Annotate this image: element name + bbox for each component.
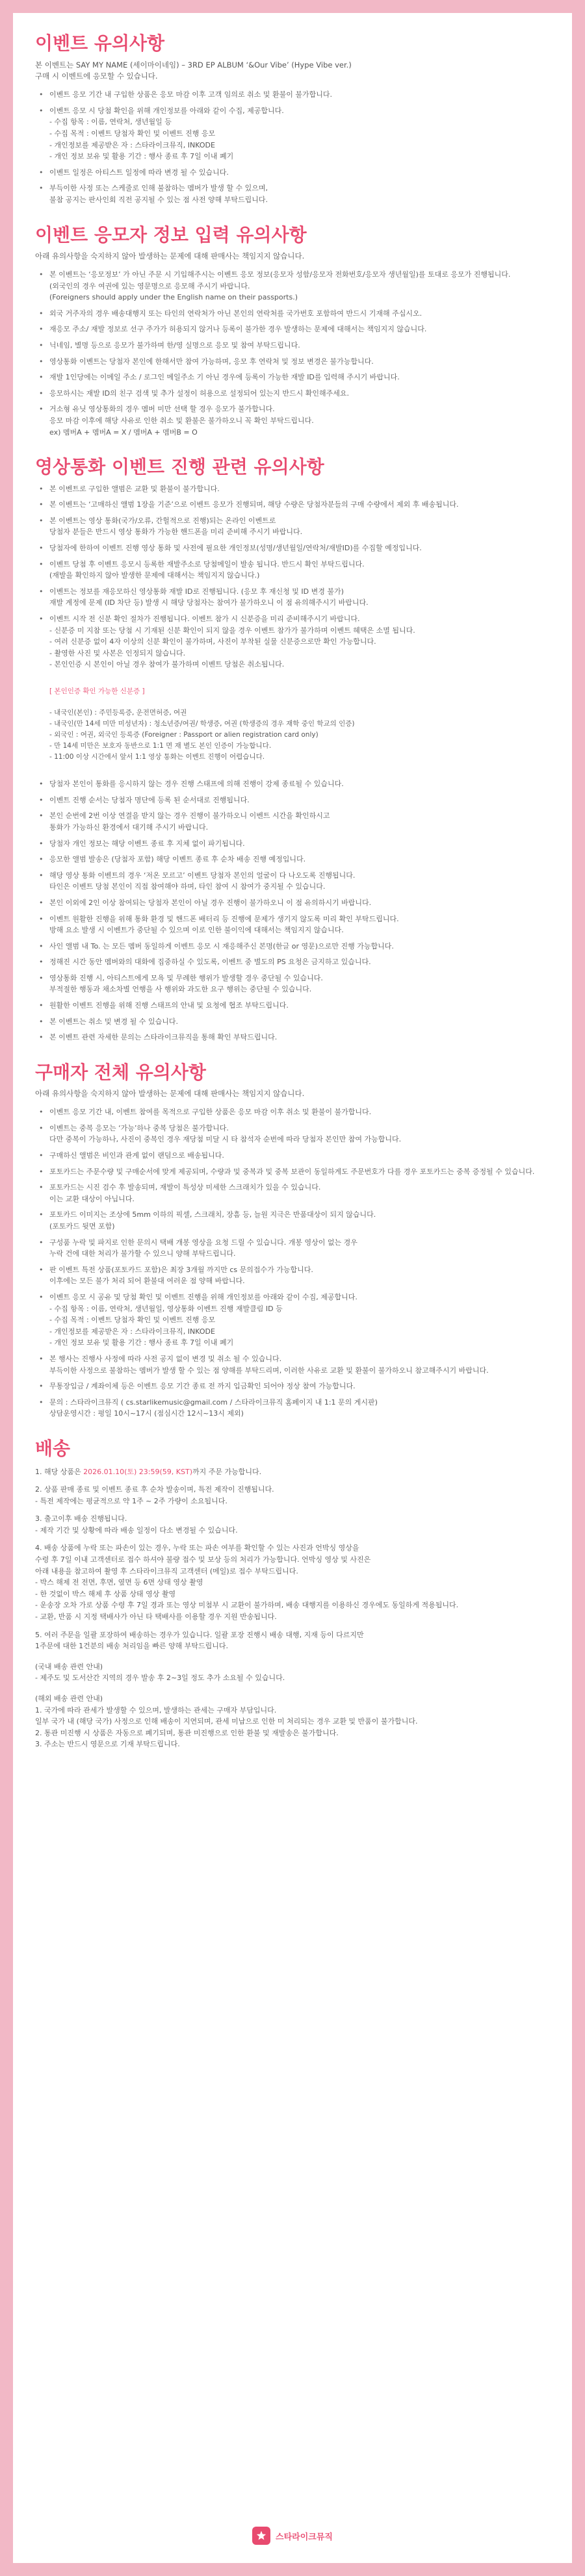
shipping-item <box>35 1466 550 1478</box>
event-notice-section <box>35 32 550 206</box>
list-item: • 무통장입금 / 계좌이체 등은 이벤트 응모 기간 종료 전 까지 입금확인 되어야 정상 참여 가능합니다. <box>35 1381 550 1392</box>
section-title: 영상통화 이벤트 진행 관련 유의사항 <box>35 456 324 478</box>
list-item: • 본인 순번에 2번 이상 연결을 받지 않는 경우 진행이 불가하오니 이벤트 시간을 확인하시고 통화가 가능하신 환경에서 대기해 주시기 바랍니다. <box>35 810 550 833</box>
notice-list <box>35 89 550 205</box>
list-item: • 구매하신 앨범은 비인과 관계 없이 랜덤으로 배송됩니다. <box>35 1150 550 1162</box>
list-item: • 본인 이외에 2인 이상 참여되는 당첨자 본인이 아닐 경우 진행이 불가하오니 이 점 유의하시기 바랍니다. <box>35 897 550 909</box>
list-item: • 이벤트 시작 전 신분 확인 절차가 진행됩니다. 이벤트 참가 시 신분증을 미리 준비해주시기 바랍니다. - 신분증 미 지참 또는 당첨 시 기재된 신분 확인이 되지 않을 경우 이벤트 참가가 불가하며 이벤트 혜택은 소멸 됩니다. - 여러 신분증 없이 4자 이상의 신분 확인이 불가하며, 사진이 부착된 실물 신분증으로만 확인 가능합니다. - 촬영한 사진 및 사본은 인정되지 않습니다. - 본인인증 시 본인이 아닐 경우 참여가 불가하며 이벤트 당첨은 취소됩니다. <box>35 613 550 670</box>
star-icon <box>255 2530 267 2542</box>
list-item: • 구성품 누락 및 파지로 인한 문의시 택배 개봉 영상을 요청 드릴 수 있습니다. 개봉 영상이 없는 경우 누락 건에 대한 처리가 불가할 수 있으니 양해 부탁드립니다. <box>35 1237 550 1260</box>
list-item: • 당첨자에 한하여 이벤트 진행 영상 통화 및 사전에 필요한 개인정보(성명/생년월일/연락처/재발ID)를 수집할 예정입니다. <box>35 542 550 554</box>
list-item: • 재응모 주소/ 재발 정보로 선구 주가가 허용되지 않거나 등록이 불가한 경우 발생하는 문제에 대해서는 책임지지 않습니다. <box>35 324 550 335</box>
section-title: 이벤트 유의사항 <box>35 32 165 54</box>
notice-list <box>35 483 550 670</box>
list-item: • 당첨자 개인 정보는 해당 이벤트 종료 후 지체 없이 파기됩니다. <box>35 838 550 850</box>
section-intro: 아래 유의사항을 숙지하지 않아 발생하는 문제에 대해 판매사는 책임지지 않습니다. <box>35 251 305 261</box>
logo-text: 스타라이크뮤직 <box>276 2532 333 2542</box>
notice-list <box>35 778 550 1043</box>
shipping-item: 3. 출고이후 배송 진행됩니다. - 제작 기간 및 상황에 따라 배송 일정이 다소 변경될 수 있습니다. <box>35 1514 238 1535</box>
starlike-logo-icon <box>252 2527 270 2545</box>
applicant-info-section <box>35 224 550 439</box>
shipping-item: 5. 여러 주문을 일괄 포장하여 배송하는 경우가 있습니다. 일괄 포장 진행시 배송 대행, 지재 등이 다르지만 1주문에 대한 1건분의 배송 처리임을 빠른 양해 부탁드립니다. <box>35 1630 364 1651</box>
id-card-box <box>35 675 550 773</box>
list-item: • 외국 거주자의 경우 배송대행지 또는 타인의 연락처가 아닌 본인의 연락처를 국가번호 포함하여 반드시 기재해 주십시오. <box>35 308 550 320</box>
id-card-box-title: [ 본인인증 확인 가능한 신분증 ] <box>49 687 145 695</box>
section-title: 구매자 전체 유의사항 <box>35 1061 206 1083</box>
list-item: • 이벤트 응모 시 당첨 확인을 위해 개인정보를 아래와 같이 수집, 제공합니다. - 수집 항목 : 이름, 연락처, 생년월일 등 - 수집 목적 : 이벤트 당첨자 확인 및 이벤트 진행 응모 - 개인정보를 제공받은 자 : 스타라이크뮤직, INKODE - 개인 정보 보유 및 활용 기간 : 행사 종료 후 7일 이내 폐기 <box>35 105 550 162</box>
shipping-section <box>35 1438 550 1750</box>
domestic-shipping-note: (국내 배송 관련 안내) - 제주도 및 도서산간 지역의 경우 발송 후 2~3일 정도 추가 소요될 수 있습니다. <box>35 1662 285 1683</box>
list-item: • 본 이벤트로 구입한 앨범은 교환 및 환불이 불가합니다. <box>35 483 550 495</box>
list-item: • 응모한 앨범 발송은 (당첨자 포함) 해당 이벤트 종료 후 순차 배송 진행 예정입니다. <box>35 854 550 865</box>
list-item: • 거소형 유닛 영상통화의 경우 멤버 미만 선택 할 경우 응모가 불가합니다. 응모 마감 이후에 해당 사유로 인한 취소 및 환불은 불가하오니 꼭 확인 부탁드립니다. ex) 멤버A + 멤버A = X / 멤버A + 멤버B = O <box>35 403 550 438</box>
list-item: • 이벤트 일정은 아티스트 일정에 따라 변경 될 수 있습니다. <box>35 167 550 179</box>
list-item: • 이벤트 응모 시 공유 및 당첨 확인 및 이벤트 진행을 위해 개인정보를 아래와 같이 수집, 제공합니다. - 수집 항목 : 이름, 연락처, 생년월일, 영상통화 이벤트 진행 재발클림 ID 등 - 수집 목적 : 이벤트 당첨자 확인 및 이벤트 진행 응모 - 개인정보를 제공받은 자 : 스타라이크뮤직, INKODE - 개인 정보 보유 및 활용 기간 : 행사 종료 후 7일 이내 폐기 <box>35 1292 550 1349</box>
list-item: • 포토카드는 시진 검수 후 발송되며, 재발이 특성상 미세한 스크래치가 있을 수 있습니다. 이는 교환 대상이 아닙니다. <box>35 1182 550 1205</box>
list-item: • 닉네임, 별명 등으로 응모가 불가하며 한/영 실명으로 응모 및 참여 부탁드립니다. <box>35 340 550 351</box>
list-item: • 영상통화 이벤트는 당첨자 본인에 한해서만 참여 가능하며, 응모 후 연락처 및 정보 변경은 불가능합니다. <box>35 356 550 368</box>
list-item: • 이벤트는 중복 응모는 ‘가능’하나 중복 당첨은 불가합니다. 다만 중복이 가능하나, 사진이 중복인 경우 재당첨 미달 시 타 참석자 순번에 따라 당첨자 본인만 참여 가능합니다. <box>35 1123 550 1145</box>
shipping-list <box>35 1466 550 1652</box>
overseas-shipping-note: (해외 배송 관련 안내) 1. 국가에 따라 관세가 발생할 수 있으며, 발생하는 관세는 구매자 부담입니다. 일부 국가 내 (해당 국가) 사정으로 인해 배송이 지연되며, 관세 미납으로 인한 미 처리되는 경우 교환 및 반품이 불가합니다. 2. 통관 미진행 시 상품은 자동으로 폐기되며, 통관 미진행으로 인한 환불 및 재발송은 불가합니다. 3. 주소는 반드시 영문으로 기재 부탁드립니다. <box>35 1694 418 1749</box>
list-item: • 재발 1인당에는 이메일 주소 / 로그인 메일주소 기 아닌 경우에 등록이 가능한 재발 ID를 입력해 주시기 바랍니다. <box>35 372 550 383</box>
list-item: • 이벤트 당첨 후 이벤트 응모시 등록한 재발주소로 당첨메일이 발송 됩니다. 반드시 확인 부탁드립니다. (재발을 확인하지 않아 발생한 문제에 대해서는 책임지지 않습니다.) <box>35 559 550 581</box>
list-item: • 본 이벤트는 ‘고매하신 앨범 1장을 기준’으로 이벤트 응모가 진행되며, 해당 수량은 당첨자분들의 구매 수량에서 제외 후 배송됩니다. <box>35 499 550 511</box>
id-card-box-lines: - 내국인(본인) : 주민등록증, 운전면허증, 여권 - 내국인(만 14세 미만 미성년자) : 청소년증/여권/ 학생증, 여권 (학생증의 경우 재학 중인 학교의 인증) - 외국인 : 여권, 외국인 등록증 (Foreigner : Passport or alien registration card only) - 만 14세 미만은 보호자 동반으로 1:1 면 재 별도 본인 인증이 가능합니다. - 11:00 이상 시간에서 앞서 1:1 영상 통화는 이벤트 진행이 어렵습니다. <box>49 709 355 761</box>
list-item: • 이벤트 진행 순서는 당첨자 명단에 등록 된 순서대로 진행됩니다. <box>35 795 550 806</box>
list-item: • 사인 앨범 내 To. 는 모든 멤버 동일하게 이벤트 응모 시 재응해주신 본명(한글 or 영문)으로만 진행 가능합니다. <box>35 941 550 952</box>
list-item: • 본 이벤트는 ‘응모정보’ 가 아닌 주문 시 기입해주시는 이벤트 응모 정보(응모자 성함/응모자 전화번호/응모자 생년월일)를 토대로 응모가 진행됩니다. (외국인의 경우 여권에 있는 영문명으로 응모해 주시기 바랍니다. (Foreigners should apply under the English name on their passports.) <box>35 269 550 303</box>
list-item: • 이벤트 원활한 진행을 위해 통화 환경 및 핸드폰 배터리 등 진행에 문제가 생기지 않도록 미리 확인 부탁드립니다. 방해 요소 발생 시 이벤트가 중단될 수 있으며 이로 인한 불이익에 대해서는 책임지지 않습니다. <box>35 913 550 936</box>
notice-content <box>13 13 572 1750</box>
list-item: • 포토카드는 주문수량 및 구매순서에 맞게 제공되며, 수량과 및 중복과 및 중복 보관이 동일하게도 주문번호가 다를 경우 포토카드는 중복 증정될 수 있습니다. <box>35 1166 550 1178</box>
video-call-section <box>35 456 550 1043</box>
list-item: • 본 이벤트는 영상 통화(국가/오류, 간헐적으로 진행)되는 온라인 이벤트로 당첨자 분들은 반드시 영상 통화가 가능한 핸드폰을 미리 준비해 주시기 바랍니다. <box>35 515 550 538</box>
list-item: • 포토카드 이미지는 조상에 5mm 이하의 픽셀, 스크래치, 장흠 등, 늘원 지극은 반품대상이 되지 않습니다. (포토카드 뒷면 포함) <box>35 1209 550 1232</box>
section-title: 배송 <box>35 1437 71 1459</box>
shipping-item-text: 까지 주문 가능합니다. <box>192 1467 262 1476</box>
list-item: • 본 이벤트 관련 자세한 문의는 스타라이크뮤직을 통해 확인 부탁드립니다. <box>35 1032 550 1043</box>
list-item: • 문의 : 스타라이크뮤직 ( cs.starlikemusic@gmail.com / 스타라이크뮤직 홈페이지 내 1:1 문의 게시판) 상담운영시간 : 평일 10시~17시 (점심시간 12시~13시 제외) <box>35 1397 550 1420</box>
footer-logo <box>13 2527 572 2545</box>
list-item: • 판 이벤트 특전 상품(포토카드 포함)은 최장 3개월 까지만 cs 문의접수가 가능합니다. 이후에는 모든 불가 처리 되어 환불대 여러운 점 양해 바랍니다. <box>35 1264 550 1287</box>
list-item: • 본 이벤트는 취소 및 변경 될 수 있습니다. <box>35 1016 550 1028</box>
shipping-item: 4. 배송 상품에 누락 또는 파손이 있는 경우, 누락 또는 파손 여부를 확인할 수 있는 사진과 언박싱 영상을 수령 후 7일 이내 고객센터로 접수 하셔야 불량 접수 및 보상 등의 처리가 가능합니다. 언박싱 영상 및 사진은 아래 내용을 참고하여 촬영 후 스타라이크뮤직 고객센터 (메일)로 접수 부탁드립니다. - 박스 해제 전 전면, 후면, 옆면 등 6면 상태 영상 촬영 - 한 것없이 박스 해제 후 상품 상태 영상 촬영 - 운송장 오차 가로 상품 수령 후 7일 경과 또는 영상 미첨부 시 교환이 불가하며, 배송 대행지를 이용하신 경우에도 동일하게 적용됩니다. - 교환, 반품 시 지정 택배사가 아닌 타 택배사를 이용할 경우 지원 반송됩니다. <box>35 1544 459 1622</box>
list-item: • 본 행사는 진행사 사정에 따라 사전 공지 없이 변경 및 취소 될 수 있습니다. 부득이한 사정으로 불참하는 멤버가 발생 할 수 있는 점 양해를 부탁드리며, 이러한 사유로 교환 및 환불이 불가하오니 참고해주시기 바랍니다. <box>35 1353 550 1376</box>
list-item: • 원활한 이벤트 진행을 위해 진행 스태프의 안내 및 요청에 협조 부탁드립니다. <box>35 1000 550 1012</box>
notice-page <box>13 13 572 2563</box>
notice-list <box>35 269 550 438</box>
list-item: • 영상통화 진행 시, 아티스트에게 모욕 및 무례한 행위가 발생할 경우 중단될 수 있습니다. 부적절한 행동과 채소차별 언행을 사 행위와 과도한 요구 행위는 중단될 수 있습니다. <box>35 973 550 995</box>
list-item: • 당첨자 본인이 통화를 응시하지 않는 경우 진행 스태프에 의해 진행이 강제 종료될 수 있습니다. <box>35 778 550 790</box>
list-item: • 응모하시는 재발 ID의 친구 검색 및 추가 설정이 허용으로 설정되어 있는지 반드시 확인해주세요. <box>35 388 550 400</box>
list-item: • 이벤트는 정보를 재응모하신 영상통화 재발 ID로 진행됩니다. (응모 후 재신청 및 ID 변경 불가) 재발 계정에 문제 (ID 차단 등) 발생 시 해당 당첨자는 참여가 불가하오니 이 점 유의해주시기 바랍니다. <box>35 586 550 609</box>
section-title: 이벤트 응모자 정보 입력 유의사항 <box>35 223 307 246</box>
section-intro: 본 이벤트는 SAY MY NAME (세이마이네임) – 3RD EP ALBUM ‘&Our Vibe’ (Hype Vibe ver.) 구매 시 이벤트에 응모할 수 있습니다. <box>35 60 352 81</box>
list-item: • 해당 영상 통화 이벤트의 경우 ‘저온 모르고’ 이벤트 당첨자 본인의 얼굴이 다 나오도록 진행됩니다. 타인은 이벤트 당첨 본인이 직접 참여해야 하며, 타인 참여 시 참여가 중지될 수 있습니다. <box>35 870 550 893</box>
shipping-item-text: 1. 해당 상품은 <box>35 1467 84 1476</box>
order-deadline: 2026.01.10(토) 23:59(59, KST) <box>83 1467 193 1476</box>
notice-list <box>35 1106 550 1420</box>
list-item: • 이벤트 응모 기간 내, 이벤트 참여를 목적으로 구입한 상품은 응모 마감 이후 취소 및 환불이 불가합니다. <box>35 1106 550 1118</box>
list-item: • 부득이한 사정 또는 스케줄로 인해 불참하는 멤버가 발생 할 수 있으며, 불참 공지는 판사인회 직전 공지될 수 있는 점 사전 양해 부탁드립니다. <box>35 183 550 205</box>
buyer-notice-section <box>35 1062 550 1420</box>
list-item: • 이벤트 응모 기간 내 구입한 상품은 응모 마감 이후 고객 임의로 취소 및 환불이 불가합니다. <box>35 89 550 101</box>
section-intro: 아래 유의사항을 숙지하지 않아 발생하는 문제에 대해 판매사는 책임지지 않습니다. <box>35 1089 305 1099</box>
shipping-item: 2. 상품 판매 종료 및 이벤트 종료 후 순차 발송이며, 특전 제작이 진행됩니다. - 특전 제작에는 평균적으로 약 1주 ~ 2주 가량이 소요됩니다. <box>35 1485 274 1505</box>
list-item: • 정해진 시간 동안 멤버와의 대화에 집중하실 수 있도록, 이벤트 중 별도의 PS 요청은 금지하고 있습니다. <box>35 956 550 968</box>
